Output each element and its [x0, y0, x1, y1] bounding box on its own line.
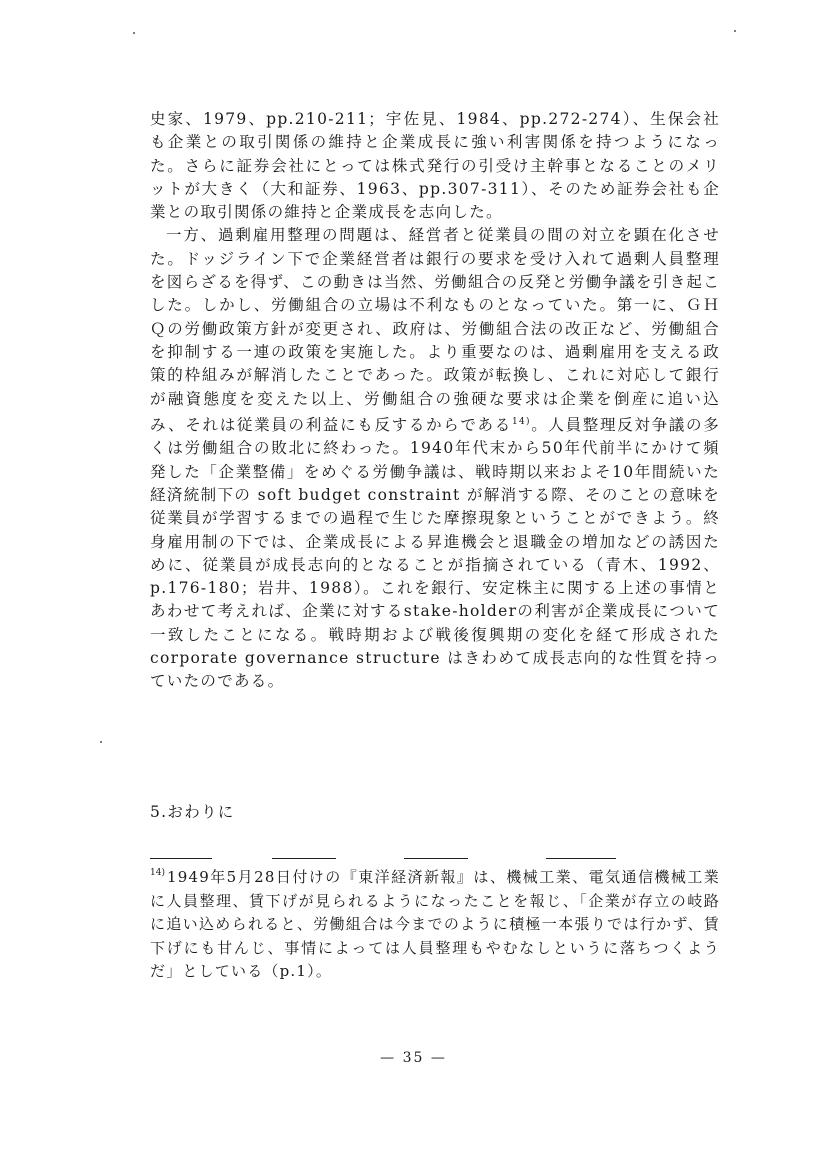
- scan-speck: [100, 741, 102, 743]
- footnote-rule-segment: [546, 858, 616, 859]
- paragraph-2-text-b: 。人員整理反対争議の多くは労働組合の敗北に終わった。1940年代末から50年代前半にかけて頻発した「企業整備」をめぐる労働争議は、戦時期以来およそ10年間続いた経済統制下の soft budget constraint が解消する際、そのことの意味を従業員が学習するまでの過程で生じた摩擦現象ということができよう。終身雇用制の下では、企業成長による昇進機会と退職金の増加などの誘因ために、従業員が成長志向的となることが指摘されている（青木、1992、p.176-180；岩井、1988）。これを銀行、安定株主に関する上述の事情とあわせて考えれば、企業に対するstake-holderの利害が企業成長について一致したことになる。戦時期および戦後復興期の変化を経て形成された corporate governance structure はきわめて成長志向的な性質を持っていたのである。: [150, 416, 720, 691]
- footnote-rule-segment: [150, 858, 212, 859]
- paragraph-2: [150, 224, 720, 693]
- section-heading: 5.おわりに: [150, 803, 235, 821]
- footnote-marker: 14): [150, 868, 165, 878]
- footnote-text: 1949年5月28日付けの『東洋経済新報』は、機械工業、電気通信機械工業に人員整理、賃下げが見られるようになったことを報じ、「企業が存立の岐路に追い込められると、労働組合は今までのように積極一本張りでは行かず、賃下げにも甘んじ、事情によっては人員整理もやむなしというに落ちつくようだ」としている（p.1）。: [150, 868, 720, 980]
- scan-speck: [133, 32, 135, 34]
- footnote: [150, 862, 720, 984]
- footnote-reference: 14): [511, 416, 531, 427]
- footnote-rule-segment: [272, 858, 336, 859]
- body-text: [150, 108, 720, 694]
- scan-speck: [734, 30, 736, 32]
- page-number: — 35 —: [380, 1050, 447, 1066]
- paragraph-1: 史家、1979、pp.210-211；宇佐見、1984、pp.272-274）、生保会社も企業との取引関係の維持と企業成長に強い利害関係を持つようになった。さらに証券会社にとっては株式発行の引受け主幹事となることのメリットが大きく（大和証券、1963、pp.307-311）、そのため証券会社も企業との取引関係の維持と企業成長を志向した。: [150, 110, 720, 222]
- footnote-rule-segment: [404, 858, 468, 859]
- page-number-value: 35: [402, 1050, 425, 1066]
- paragraph-2-text-a: 一方、過剰雇用整理の問題は、経営者と従業員の間の対立を顕在化させた。ドッジライン下で企業経営者は銀行の要求を受け入れて過剰人員整理を図らざるを得ず、この動きは当然、労働組合の反発と労働争議を引き起こした。しかし、労働組合の立場は不利なものとなっていた。第一に、ＧＨＱの労働政策方針が変更され、政府は、労働組合法の改正など、労働組合を抑制する一連の政策を実施した。より重要なのは、過剰雇用を支える政策的枠組みが解消したことであった。政策が転換し、これに対応して銀行が融資態度を変えた以上、労働組合の強硬な要求は企業を倒産に追い込み、それは従業員の利益にも反するからである: [150, 226, 720, 435]
